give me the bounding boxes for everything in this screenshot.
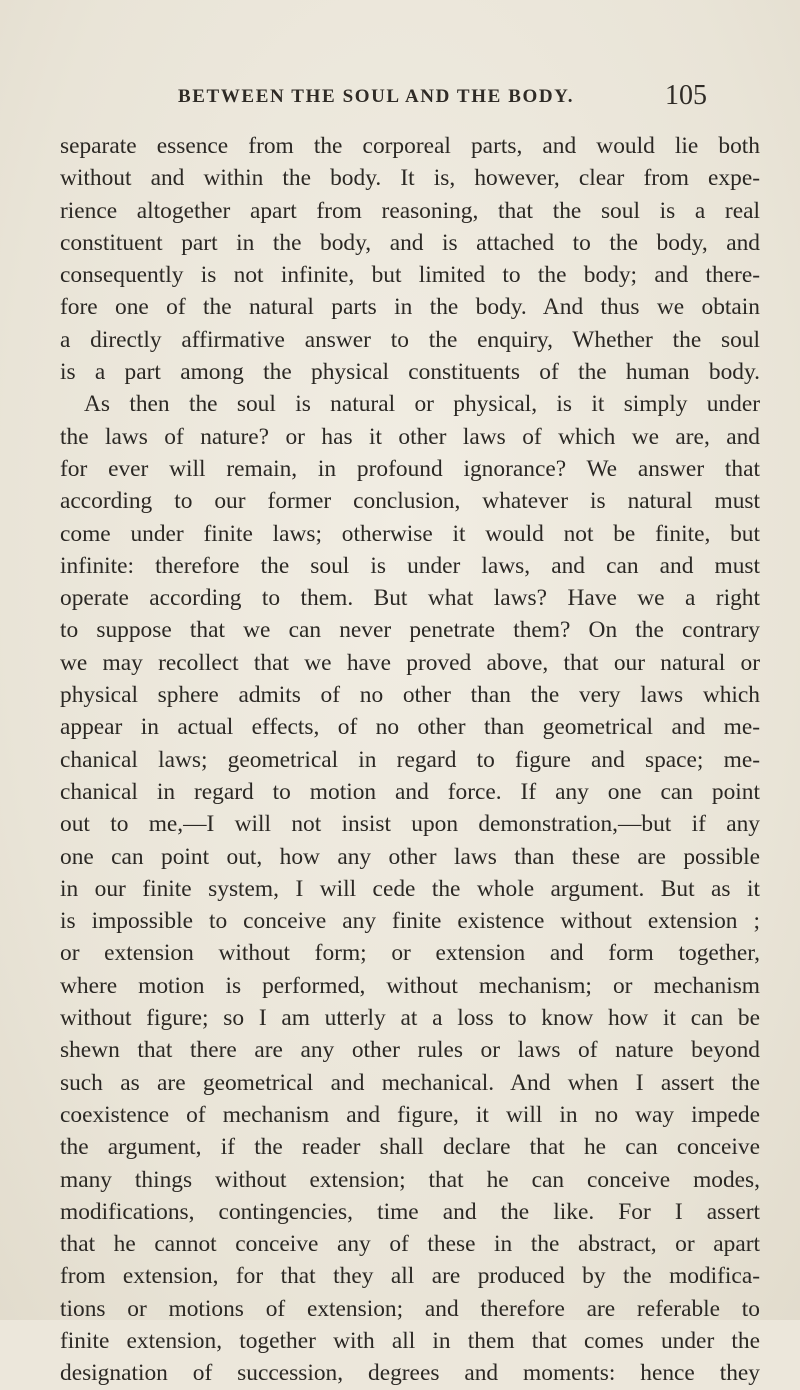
text-line: one can point out, how any other laws than these are possible xyxy=(60,843,760,870)
text-line: in our finite system, I will cede the whole argument. But as it xyxy=(60,875,760,902)
text-line: the laws of nature? or has it other laws of which we are, and xyxy=(60,423,760,450)
text-line: for ever will remain, in profound ignorance? We answer that xyxy=(60,455,760,482)
running-title: BETWEEN THE SOUL AND THE BODY. xyxy=(178,86,575,107)
text-line: appear in actual effects, of no other than geometrical and me- xyxy=(60,714,760,741)
text-line: a directly affirmative answer to the enquiry, Whether the soul xyxy=(60,326,760,353)
text-line: is impossible to conceive any finite existence without extension ; xyxy=(60,908,760,935)
text-line: chanical in regard to motion and force. If any one can point xyxy=(60,778,760,805)
text-line: infinite: therefore the soul is under laws, and can and must xyxy=(60,552,760,579)
text-line: out to me,—I will not insist upon demonstration,—but if any xyxy=(60,811,760,838)
text-line: that he cannot conceive any of these in the abstract, or apart xyxy=(60,1231,760,1258)
text-line: tions or motions of extension; and therefore are referable to xyxy=(60,1295,760,1322)
text-line: from extension, for that they all are produced by the modifica- xyxy=(60,1263,760,1290)
text-line: physical sphere admits of no other than the very laws which xyxy=(60,682,760,709)
text-line: coexistence of mechanism and figure, it will in no way impede xyxy=(60,1101,760,1128)
text-line: the argument, if the reader shall declare that he can conceive xyxy=(60,1134,760,1161)
text-line: without figure; so I am utterly at a loss to know how it can be xyxy=(60,1005,760,1032)
running-head xyxy=(60,80,760,116)
body-text xyxy=(60,130,760,1390)
text-line: without and within the body. It is, however, clear from expe- xyxy=(60,165,760,192)
text-line: finite extension, together with all in them that comes under the xyxy=(60,1327,760,1354)
text-line: consequently is not infinite, but limited to the body; and there- xyxy=(60,262,760,289)
text-line: to suppose that we can never penetrate them? On the contrary xyxy=(60,617,760,644)
text-line: modifications, contingencies, time and the like. For I assert xyxy=(60,1198,760,1225)
text-line: shewn that there are any other rules or laws of nature beyond xyxy=(60,1037,760,1064)
text-line: chanical laws; geometrical in regard to figure and space; me- xyxy=(60,746,760,773)
text-line: according to our former conclusion, whatever is natural must xyxy=(60,488,760,515)
text-line: constituent part in the body, and is attached to the body, and xyxy=(60,229,760,256)
text-line: we may recollect that we have proved above, that our natural or xyxy=(60,649,760,676)
text-line: designation of succession, degrees and moments: hence they xyxy=(60,1360,760,1387)
text-line: come under finite laws; otherwise it would not be finite, but xyxy=(60,520,760,547)
text-line: is a part among the physical constituents of the human body. xyxy=(60,359,760,386)
text-line: rience altogether apart from reasoning, that the soul is a real xyxy=(60,197,760,224)
text-line: such as are geometrical and mechanical. And when I assert the xyxy=(60,1069,760,1096)
text-line: or extension without form; or extension and form together, xyxy=(60,940,760,967)
page-number: 105 xyxy=(665,80,707,111)
text-line: separate essence from the corporeal parts, and would lie both xyxy=(60,133,760,159)
text-line: many things without extension; that he can conceive modes, xyxy=(60,1166,760,1193)
text-line: As then the soul is natural or physical, is it simply under xyxy=(84,391,760,418)
text-line: operate according to them. But what laws? Have we a right xyxy=(60,585,760,612)
text-line: fore one of the natural parts in the body. And thus we obtain xyxy=(60,294,760,321)
text-line: where motion is performed, without mechanism; or mechanism xyxy=(60,972,760,999)
